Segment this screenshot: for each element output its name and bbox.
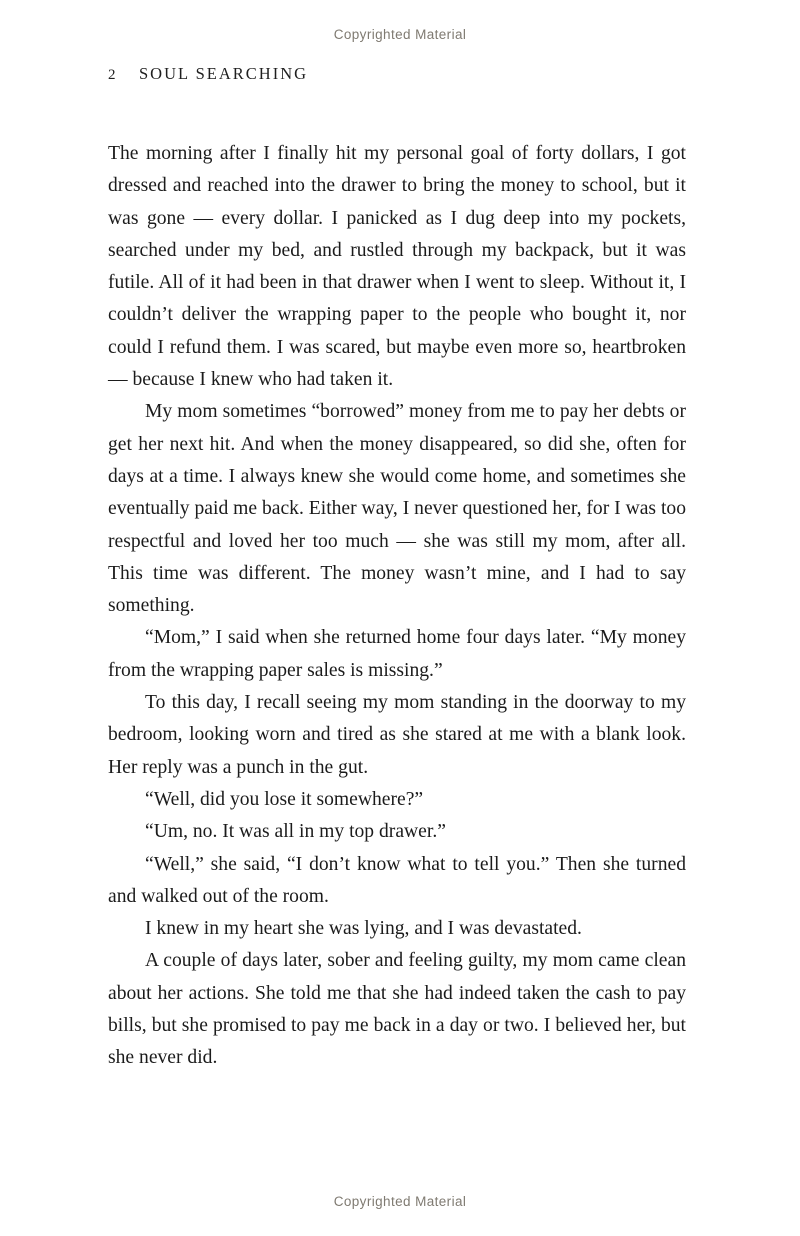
body-paragraph: My mom sometimes “borrowed” money from me to pay her debts or get her next hit. And when the money disappeared, so did she, often for days at a time. I always knew she would come home, and sometimes she eventually paid me back. Either way, I never questioned her, for I was too respectful and loved her too much — she was still my mom, after all. This time was different. The money wasn’t mine, and I had to say something. — [108, 401, 686, 617]
book-title: SOUL SEARCHING — [139, 64, 309, 83]
body-paragraph: “Well, did you lose it somewhere?” — [145, 788, 424, 810]
copyright-notice-bottom: Copyrighted Material — [333, 1194, 467, 1209]
body-paragraph: A couple of days later, sober and feeling guilty, my mom came clean about her actions. She told me that she had indeed taken the cash to pay bills, but she promised to pay me back in a day or two. I believed her, but she never did. — [108, 950, 686, 1069]
body-paragraph: “Um, no. It was all in my top drawer.” — [145, 821, 446, 843]
body-paragraph: I knew in my heart she was lying, and I was devastated. — [145, 918, 582, 940]
page-header — [108, 64, 308, 84]
page-number: 2 — [108, 67, 116, 83]
copyright-notice-top: Copyrighted Material — [333, 27, 467, 42]
body-text — [108, 138, 686, 1075]
body-paragraph: “Well,” she said, “I don’t know what to tell you.” Then she turned and walked out of the room. — [108, 853, 686, 907]
body-paragraph: “Mom,” I said when she returned home four days later. “My money from the wrapping paper sales is missing.” — [108, 627, 686, 681]
body-paragraph: The morning after I finally hit my personal goal of forty dollars, I got dressed and reached into the drawer to bring the money to school, but it was gone — every dollar. I panicked as I dug deep into my pockets, searched under my bed, and rustled through my backpack, but it was futile. All of it had been in that drawer when I went to sleep. Without it, I couldn’t deliver the wrapping paper to the people who bought it, nor could I refund them. I was scared, but maybe even more so, heartbroken — because I knew who had taken it. — [108, 143, 686, 391]
body-paragraph: To this day, I recall seeing my mom standing in the doorway to my bedroom, looking worn and tired as she stared at me with a blank look. Her reply was a punch in the gut. — [108, 692, 686, 778]
